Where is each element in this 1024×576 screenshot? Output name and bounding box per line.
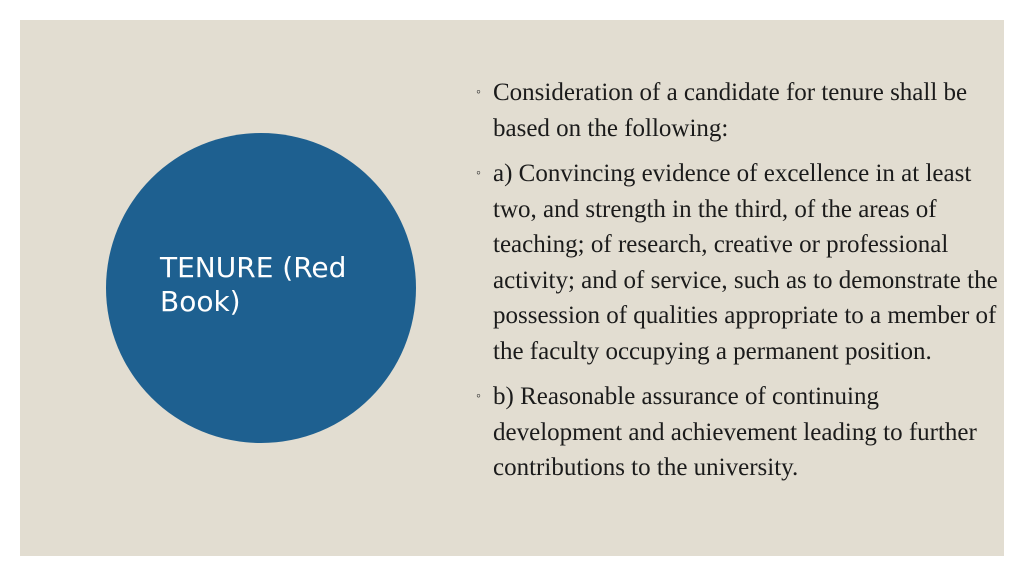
bullet-circle-icon: ◦ [476, 389, 481, 404]
slide-title: TENURE (Red Book) [160, 251, 347, 318]
slide [20, 20, 1004, 556]
bullet-list [476, 75, 1004, 496]
bullet-text: b) Reasonable assurance of continuing development and achievement leading to further contributions to the university. [493, 383, 977, 481]
bullet-item [476, 75, 1004, 146]
bullet-item [476, 156, 1004, 369]
bullet-text: a) Convincing evidence of excellence in at least two, and strength in the third, of the areas of teaching; of research, creative or professional activity; and of service, such as to demonstrate the possession of qualities appropriate to a member of the faculty occupying a permanent position. [493, 160, 998, 365]
bullet-text: Consideration of a candidate for tenure shall be based on the following: [493, 79, 968, 142]
bullet-circle-icon: ◦ [476, 85, 481, 100]
bullet-circle-icon: ◦ [476, 166, 481, 181]
bullet-item [476, 379, 1004, 486]
